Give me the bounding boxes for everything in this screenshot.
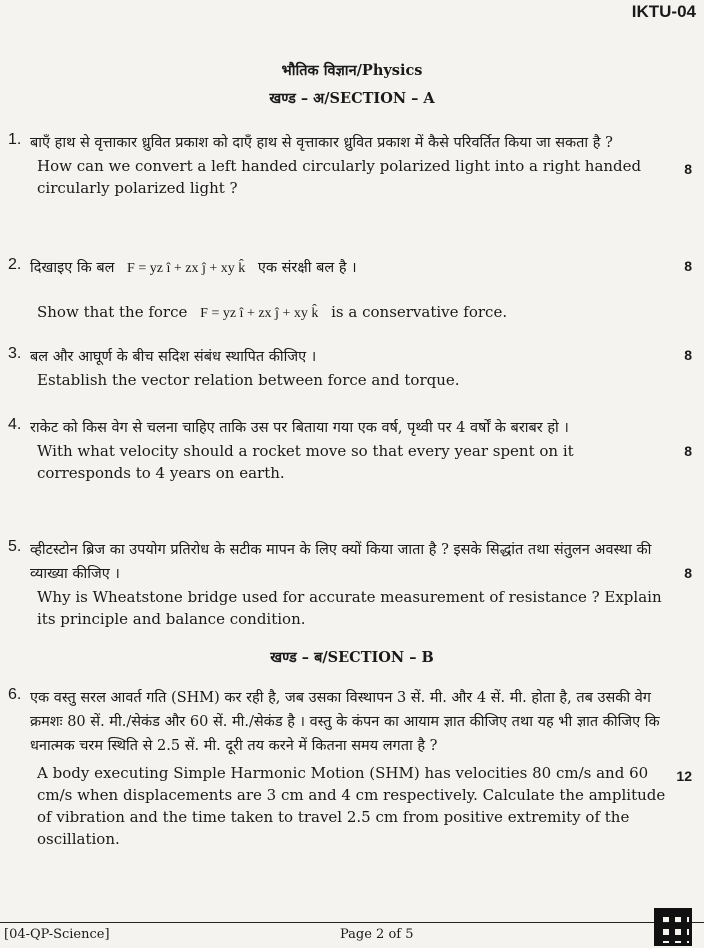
question-marks: 8 <box>684 347 692 363</box>
question-english: With what velocity should a rocket move so that every year spent on it corresponds to 4 years on earth. <box>37 442 574 482</box>
force-expression: F = yz î + zx ĵ + xy k̂ <box>127 261 246 276</box>
page-number: Page 2 of 5 <box>340 927 414 942</box>
question-marks: 12 <box>676 768 692 784</box>
hindi-text-post: एक संरक्षी बल है । <box>257 260 357 276</box>
question-number: 6. <box>8 686 22 703</box>
question-english: Establish the vector relation between force and torque. <box>37 371 460 389</box>
section-b-heading: खण्ड – ब/SECTION – B <box>270 649 434 666</box>
question-1 <box>8 131 698 199</box>
english-text-post: is a conservative force. <box>331 303 508 321</box>
question-english: How can we convert a left handed circularly polarized light into a right handed circularly polarized light ? <box>37 157 642 197</box>
question-2 <box>8 256 698 325</box>
english-text-pre: Show that the force <box>37 303 188 321</box>
qr-code-icon <box>654 908 692 946</box>
question-3 <box>8 345 698 391</box>
question-6 <box>8 686 698 850</box>
force-expression: F = yz î + zx ĵ + xy k̂ <box>200 306 319 321</box>
question-marks: 8 <box>684 443 692 459</box>
section-a-heading: खण्ड – अ/SECTION – A <box>269 90 435 107</box>
question-english: A body executing Simple Harmonic Motion (SHM) has velocities 80 cm/s and 60 cm/s when displacements are 3 cm and 4 cm respectively. Calculate the amplitude of vibration and the time taken to travel 2.5 cm from positive extremity of the oscillation. <box>37 764 666 848</box>
question-hindi: राकेट को किस वेग से चलना चाहिए ताकि उस पर बिताया गया एक वर्ष, पृथ्वी पर 4 वर्षों के बराबर हो । <box>30 420 569 436</box>
question-4 <box>8 416 698 484</box>
question-5 <box>8 538 698 630</box>
question-number: 1. <box>8 131 22 148</box>
question-marks: 8 <box>684 565 692 581</box>
subject-header: भौतिक विज्ञान/Physics <box>281 62 423 79</box>
question-marks: 8 <box>684 258 692 274</box>
footer-divider <box>0 922 704 923</box>
question-hindi: बाएँ हाथ से वृत्ताकार ध्रुवित प्रकाश को दाएँ हाथ से वृत्ताकार ध्रुवित प्रकाश में कैसे परिवर्तित किया जा सकता है ? <box>30 135 613 151</box>
question-hindi: व्हीटस्टोन ब्रिज का उपयोग प्रतिरोध के सटीक मापन के लिए क्यों किया जाता है ? इसके सिद्धांत तथा संतुलन अवस्था की व्याख्या कीजिए । <box>30 542 652 582</box>
question-number: 4. <box>8 416 22 433</box>
question-number: 3. <box>8 345 22 362</box>
question-english: Why is Wheatstone bridge used for accurate measurement of resistance ? Explain its principle and balance condition. <box>37 588 662 628</box>
footer-code: [04-QP-Science] <box>4 927 110 942</box>
question-number: 5. <box>8 538 22 555</box>
question-number: 2. <box>8 256 22 273</box>
question-hindi <box>30 256 664 281</box>
paper-code: IKTU-04 <box>631 2 696 21</box>
question-hindi: एक वस्तु सरल आवर्त गति (SHM) कर रही है, जब उसका विस्थापन 3 सें. मी. और 4 सें. मी. होता है, तब उसकी वेग क्रमशः 80 सें. मी./सेकंड और 60 सें. मी./सेकंड है । वस्तु के कंपन का आयाम ज्ञात कीजिए तथा यह भी ज्ञात कीजिए कि धनात्मक चरम स्थिति से 2.5 सें. मी. दूरी तय करने में कितना समय लगता है ? <box>30 690 660 754</box>
question-hindi: बल और आघूर्ण के बीच सदिश संबंध स्थापित कीजिए । <box>30 349 317 365</box>
hindi-text-pre: दिखाइए कि बल <box>30 260 115 276</box>
question-english <box>37 301 667 325</box>
question-marks: 8 <box>684 161 692 177</box>
